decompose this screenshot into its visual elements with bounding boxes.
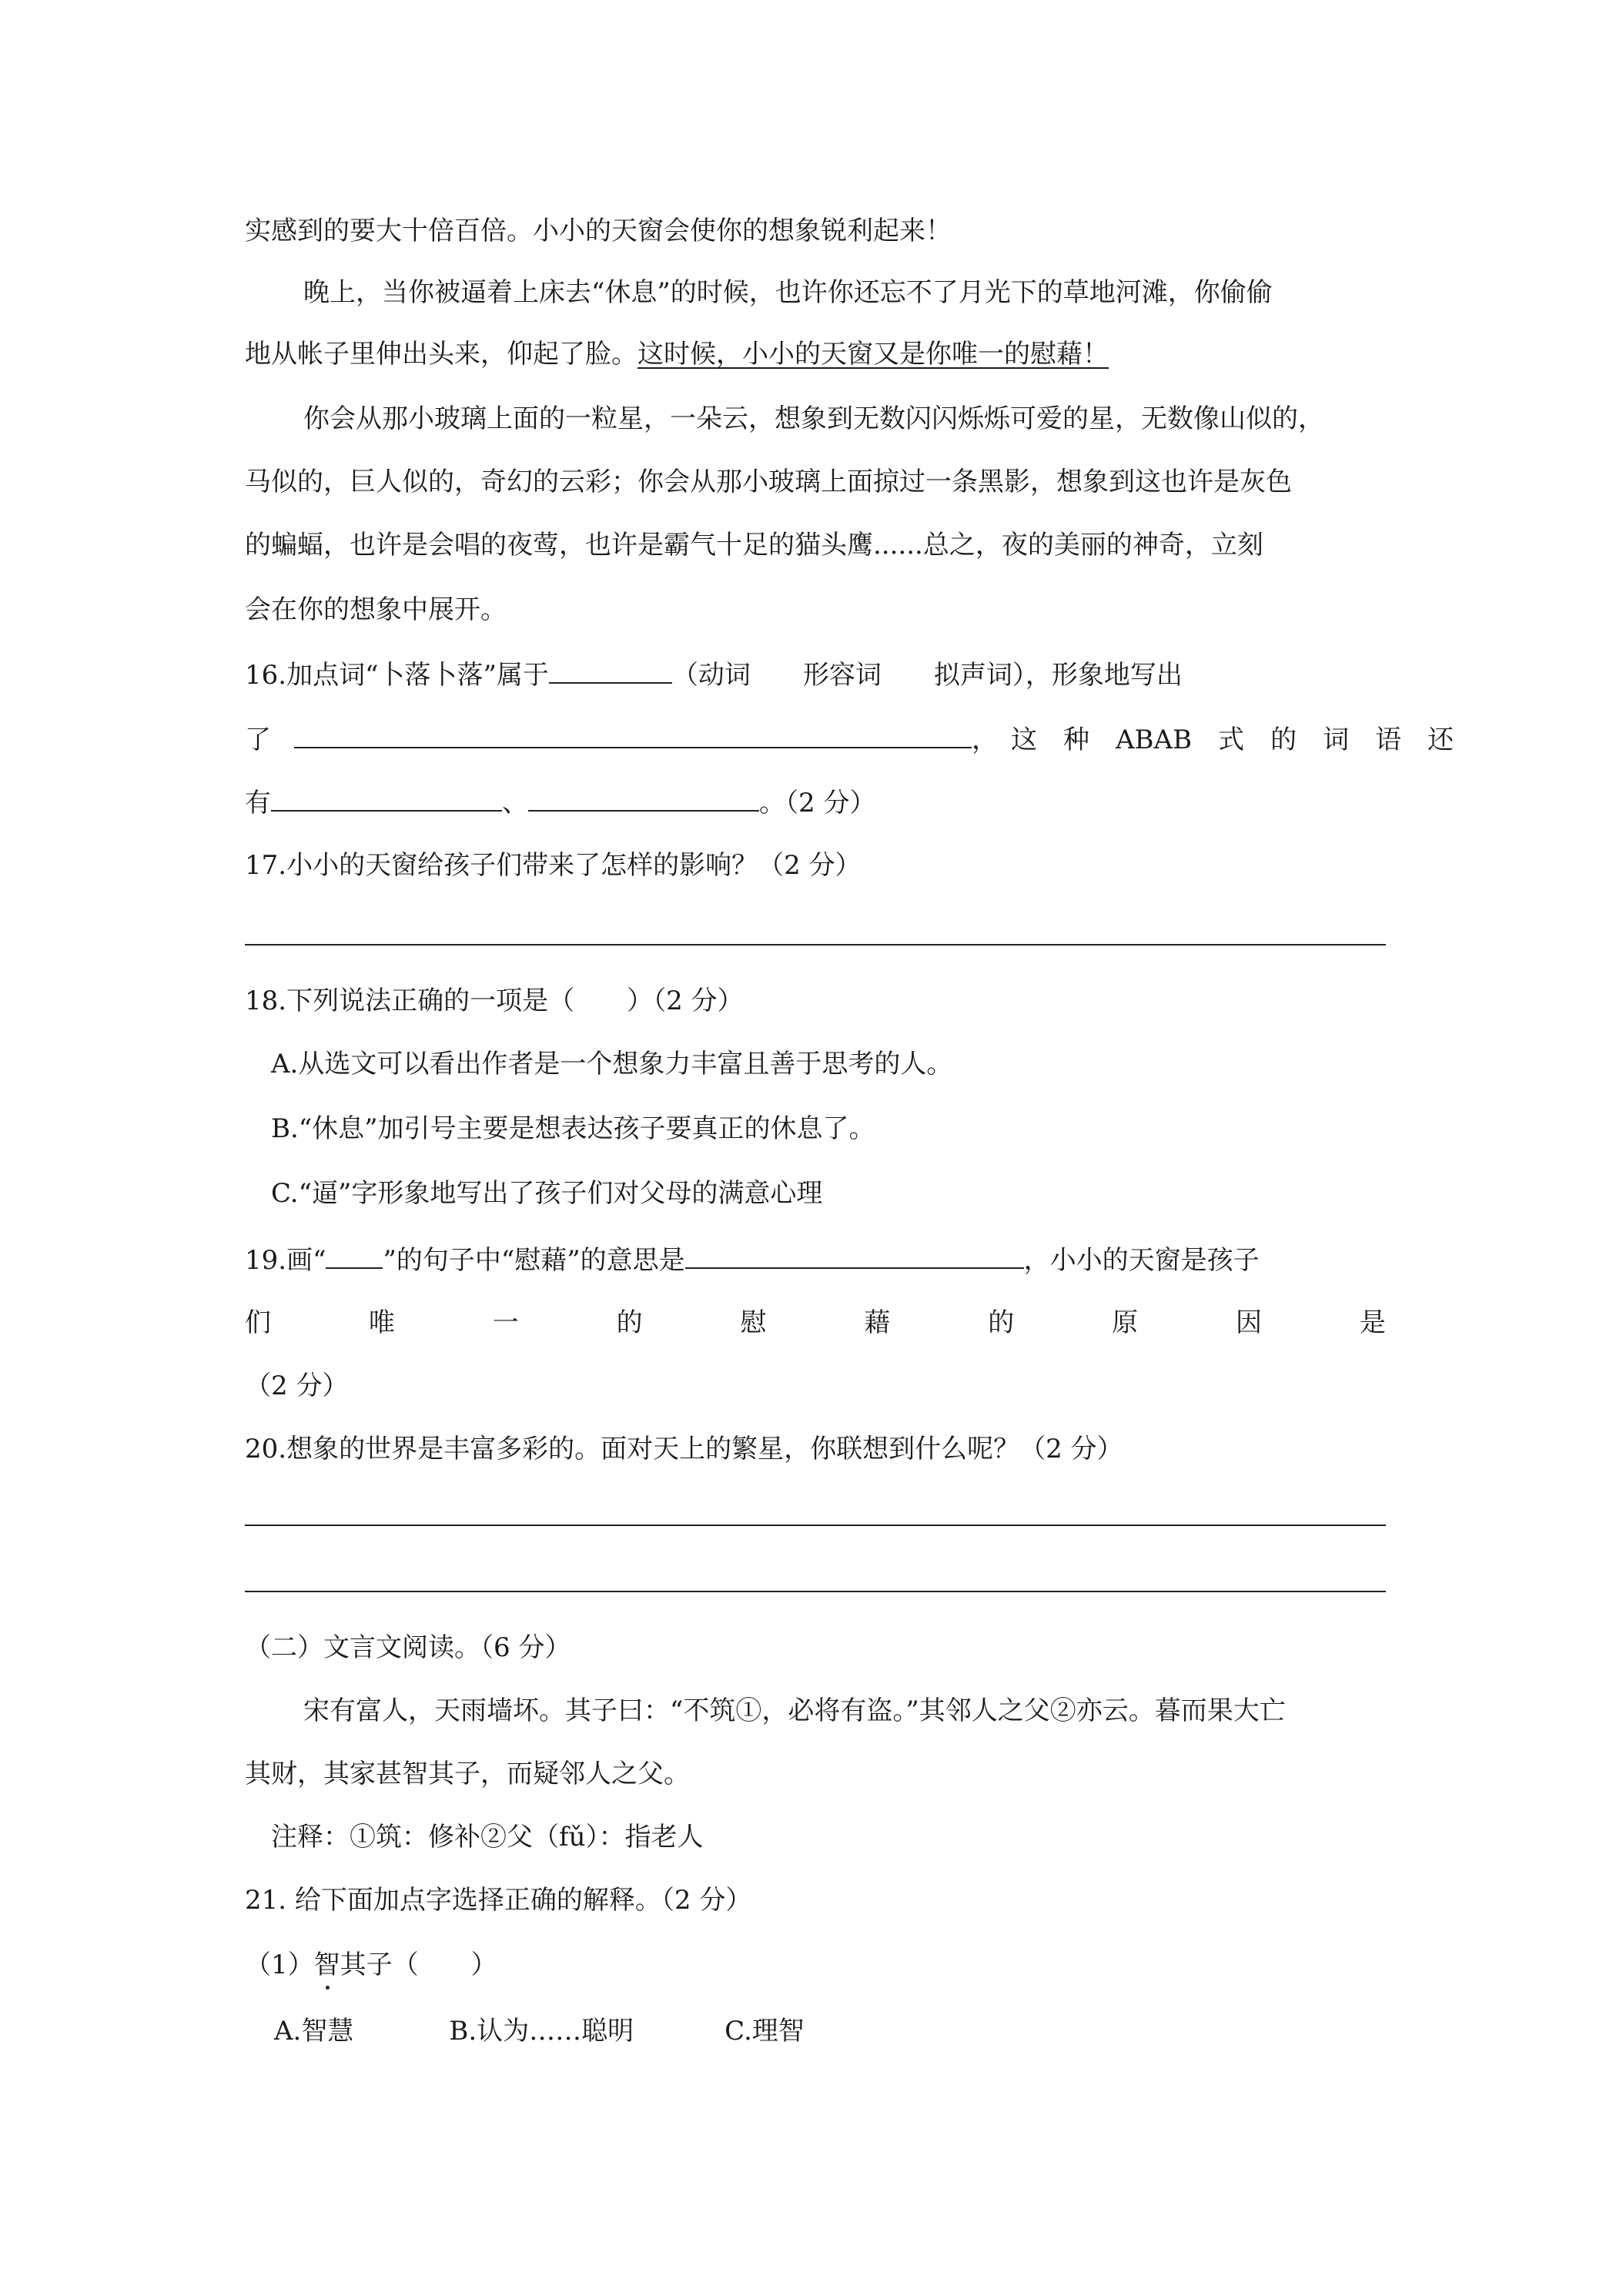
spread-char: 原 bbox=[1112, 1307, 1139, 1338]
answer-blank[interactable] bbox=[549, 656, 672, 684]
question-19-score: （2 分） bbox=[245, 1371, 349, 1401]
question-16-line3-start: 有 bbox=[245, 788, 271, 818]
question-16-line3 bbox=[245, 784, 875, 820]
answer-line[interactable] bbox=[245, 1591, 1386, 1592]
question-21-sub1 bbox=[245, 1948, 497, 1982]
passage-line: 会在你的想象中展开。 bbox=[245, 594, 507, 625]
underline-sample bbox=[326, 1241, 383, 1269]
question-18: 18.下列说法正确的一项是（ ）（2 分） bbox=[245, 986, 744, 1016]
question-17: 17.小小的天窗给孩子们带来了怎样的影响？（2 分） bbox=[245, 850, 862, 881]
question-19-prefix: 19.画“ bbox=[245, 1245, 326, 1276]
question-16-line2-start: 了 bbox=[245, 725, 271, 755]
answer-blank[interactable] bbox=[685, 1241, 1024, 1269]
option-b: B.“休息”加引号主要是想表达孩子要真正的休息了。 bbox=[271, 1113, 875, 1144]
sub-question-number: （1） bbox=[245, 1950, 314, 1980]
passage-text: 地从帐子里伸出头来，仰起了脸。 bbox=[245, 339, 637, 370]
option-a: A.从选文可以看出作者是一个想象力丰富且善于思考的人。 bbox=[271, 1049, 953, 1079]
dotted-character: 智 bbox=[313, 1950, 340, 1980]
spread-char: 慰 bbox=[740, 1307, 767, 1338]
question-19-middle: ”的句子中“慰藉”的意思是 bbox=[383, 1245, 685, 1276]
question-16-line2 bbox=[245, 721, 1454, 757]
option-a: A.智慧 bbox=[274, 2016, 354, 2047]
question-16 bbox=[245, 656, 1183, 692]
spread-char: 一 bbox=[492, 1307, 519, 1338]
underlined-sentence: 这时候，小小的天窗又是你唯一的慰藉！ bbox=[637, 339, 1109, 370]
spread-char: 的 bbox=[988, 1307, 1015, 1338]
question-19 bbox=[245, 1241, 1260, 1277]
sub-question-text: 其子（ ） bbox=[340, 1950, 497, 1980]
passage-line: 的蝙蝠，也许是会唱的夜莺，也许是霸气十足的猫头鹰......总之，夜的美丽的神奇，立刻 bbox=[245, 530, 1263, 561]
classical-text-line: 宋有富人，天雨墙坏。其子曰：“不筑①，必将有盗。”其邻人之父②亦云。暮而果大亡 bbox=[303, 1695, 1286, 1726]
option-c: C.理智 bbox=[724, 2016, 805, 2047]
answer-blank[interactable] bbox=[528, 784, 759, 812]
spread-char: 是 bbox=[1359, 1307, 1386, 1338]
passage-line: 马似的，巨人似的，奇幻的云彩；你会从那小玻璃上面掠过一条黑影，想象到这也许是灰色 bbox=[245, 467, 1292, 497]
passage-line: 你会从那小玻璃上面的一粒星，一朵云，想象到无数闪闪烁烁可爱的星，无数像山似的， bbox=[303, 403, 1324, 434]
answer-line[interactable] bbox=[245, 1525, 1386, 1526]
answer-line[interactable] bbox=[245, 944, 1386, 946]
separator: 、 bbox=[502, 788, 528, 818]
spread-char: 藉 bbox=[864, 1307, 891, 1338]
spread-char: 因 bbox=[1236, 1307, 1262, 1338]
spread-char: 唯 bbox=[368, 1307, 395, 1338]
question-19-tail: ，小小的天窗是孩子 bbox=[1023, 1245, 1260, 1276]
question-21-options bbox=[274, 2014, 805, 2048]
section-heading: （二）文言文阅读。（6 分） bbox=[245, 1632, 571, 1663]
question-16-line2-tail: ， 这 种 ABAB 式 的 词 语 还 bbox=[972, 725, 1454, 755]
question-20: 20.想象的世界是丰富多彩的。面对天上的繁星，你联想到什么呢？（2 分） bbox=[245, 1434, 1123, 1464]
passage-line bbox=[245, 337, 1109, 371]
answer-blank[interactable] bbox=[294, 721, 972, 748]
question-16-choices: （动词 形容词 拟声词），形象地写出 bbox=[671, 660, 1183, 691]
annotation-note: 注释：①筑：修补②父（fǔ）：指老人 bbox=[271, 1822, 704, 1853]
answer-blank[interactable] bbox=[271, 784, 502, 812]
question-19-line2 bbox=[245, 1306, 1386, 1340]
question-16-prefix: 16.加点词“卜落卜落”属于 bbox=[245, 660, 549, 691]
question-21: 21. 给下面加点字选择正确的解释。（2 分） bbox=[245, 1885, 752, 1916]
classical-text-line: 其财，其家甚智其子，而疑邻人之父。 bbox=[245, 1759, 690, 1789]
option-c: C.“逼”字形象地写出了孩子们对父母的满意心理 bbox=[271, 1178, 823, 1209]
question-16-score: 。（2 分） bbox=[759, 788, 876, 818]
passage-line: 晚上，当你被逼着上床去“休息”的时候，也许你还忘不了月光下的草地河滩，你偷偷 bbox=[303, 277, 1273, 308]
passage-line: 实感到的要大十倍百倍。小小的天窗会使你的想象锐利起来！ bbox=[245, 216, 952, 246]
spread-char: 的 bbox=[616, 1307, 643, 1338]
option-b: B.认为……聪明 bbox=[449, 2016, 634, 2047]
spread-char: 们 bbox=[245, 1307, 271, 1338]
